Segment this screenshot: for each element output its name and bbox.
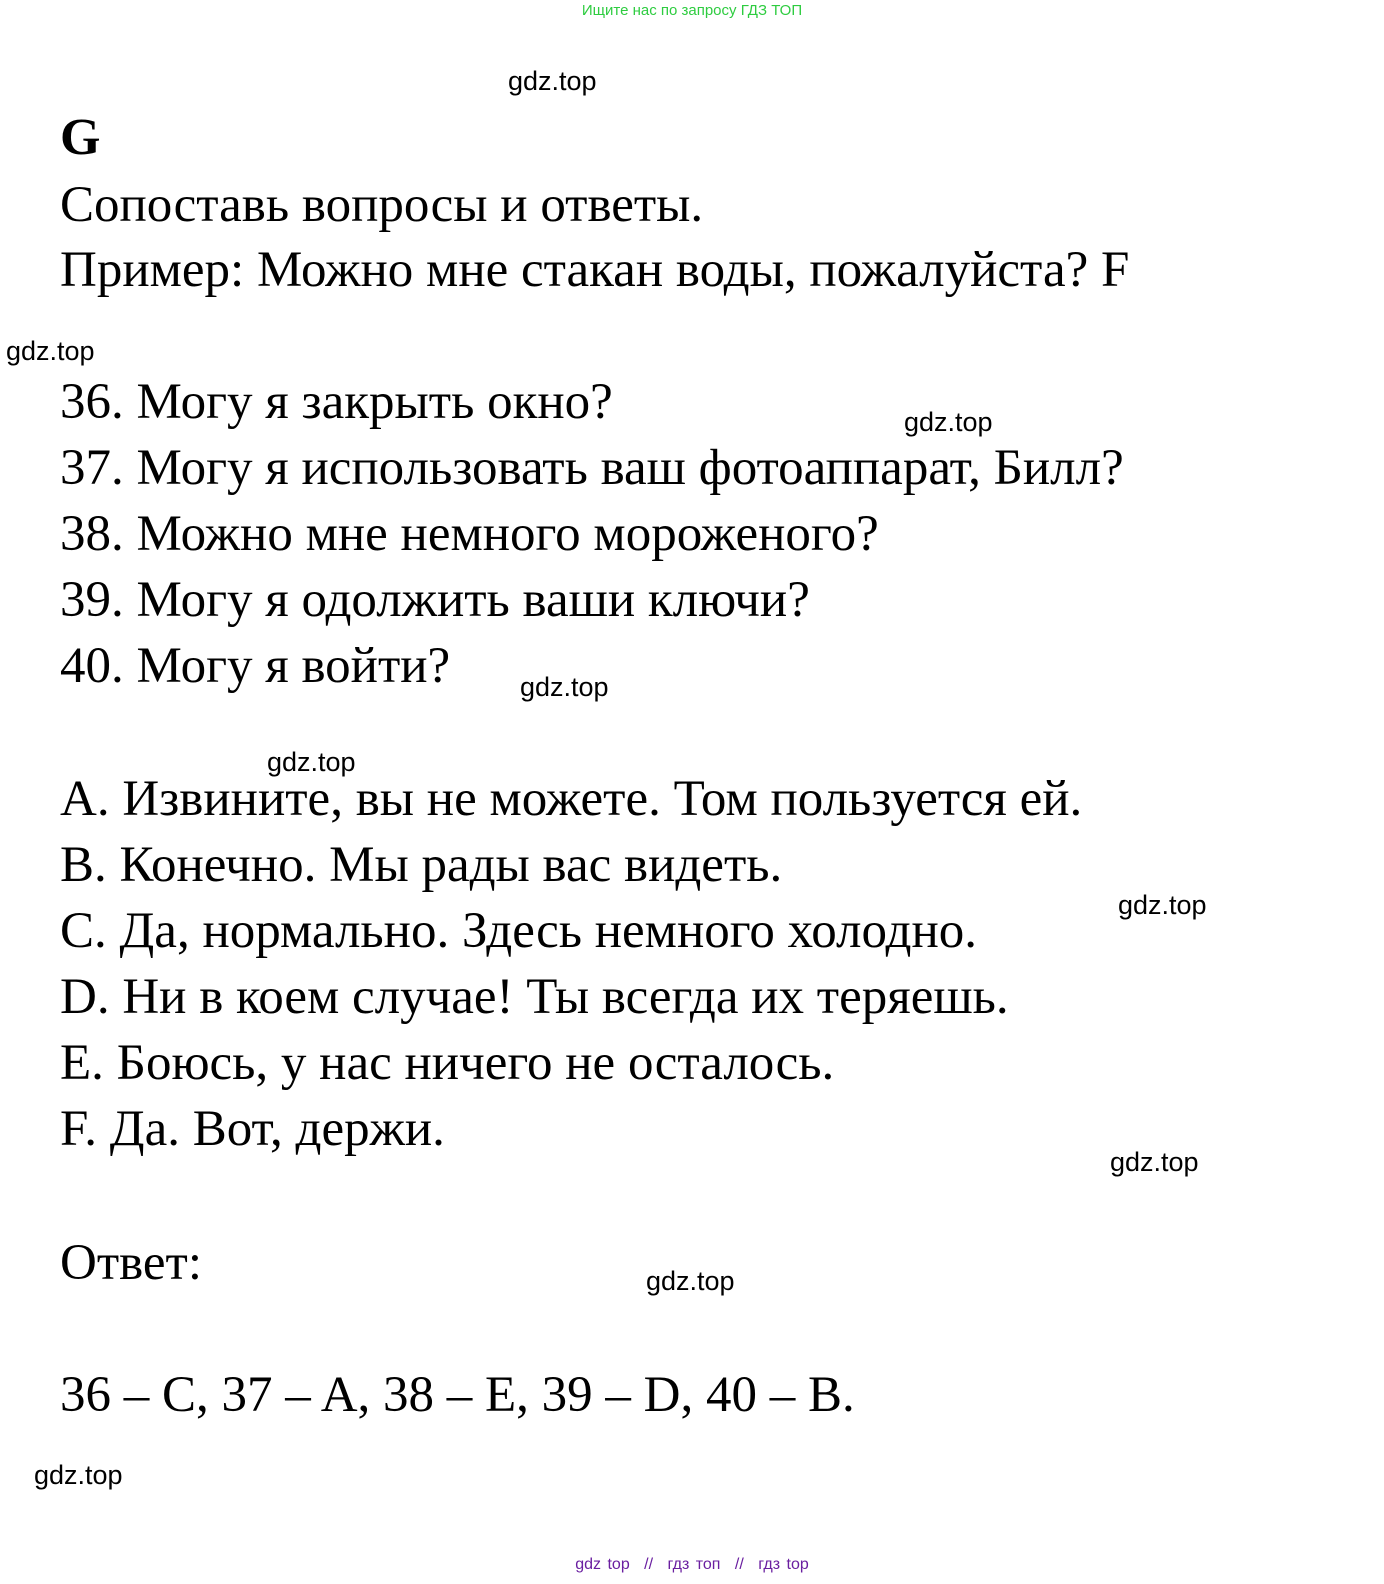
answer-d: D. Ни в коем случае! Ты всегда их теряешь. [60,969,1009,1025]
footer-link-1[interactable]: gdz top [575,1556,630,1573]
task-instruction: Сопоставь вопросы и ответы. [60,177,704,233]
footer-separator: // [734,1556,744,1573]
watermark: gdz.top [520,672,609,702]
result-label: Ответ: [60,1235,202,1291]
footer-links [0,1556,1384,1574]
watermark: gdz.top [646,1266,735,1296]
question-40: 40. Могу я войти? [60,638,451,694]
question-36: 36. Могу я закрыть окно? [60,374,613,430]
footer-link-2[interactable]: гдз топ [667,1556,721,1573]
answer-e: E. Боюсь, у нас ничего не осталось. [60,1035,835,1091]
task-example: Пример: Можно мне стакан воды, пожалуйста? F [60,242,1130,298]
footer-separator: // [644,1556,654,1573]
watermark: gdz.top [267,747,356,777]
question-39: 39. Могу я одолжить ваши ключи? [60,572,810,628]
watermark: gdz.top [508,66,597,96]
answer-c: C. Да, нормально. Здесь немного холодно. [60,903,978,959]
question-38: 38. Можно мне немного мороженого? [60,506,879,562]
watermark: gdz.top [1110,1147,1199,1177]
watermark: gdz.top [34,1460,123,1490]
watermark: gdz.top [904,407,993,437]
footer-link-3[interactable]: гдз top [758,1556,809,1573]
top-banner: Ищите нас по запросу ГДЗ ТОП [581,2,803,19]
watermark: gdz.top [6,336,95,366]
answer-a: A. Извините, вы не можете. Том пользуется ей. [60,771,1083,827]
task-letter: G [60,109,101,166]
answer-f: F. Да. Вот, держи. [60,1101,445,1157]
watermark: gdz.top [1118,890,1207,920]
result-value: 36 – C, 37 – A, 38 – E, 39 – D, 40 – B. [60,1367,855,1423]
answer-b: B. Конечно. Мы рады вас видеть. [60,837,783,893]
question-37: 37. Могу я использовать ваш фотоаппарат, Билл? [60,440,1124,496]
